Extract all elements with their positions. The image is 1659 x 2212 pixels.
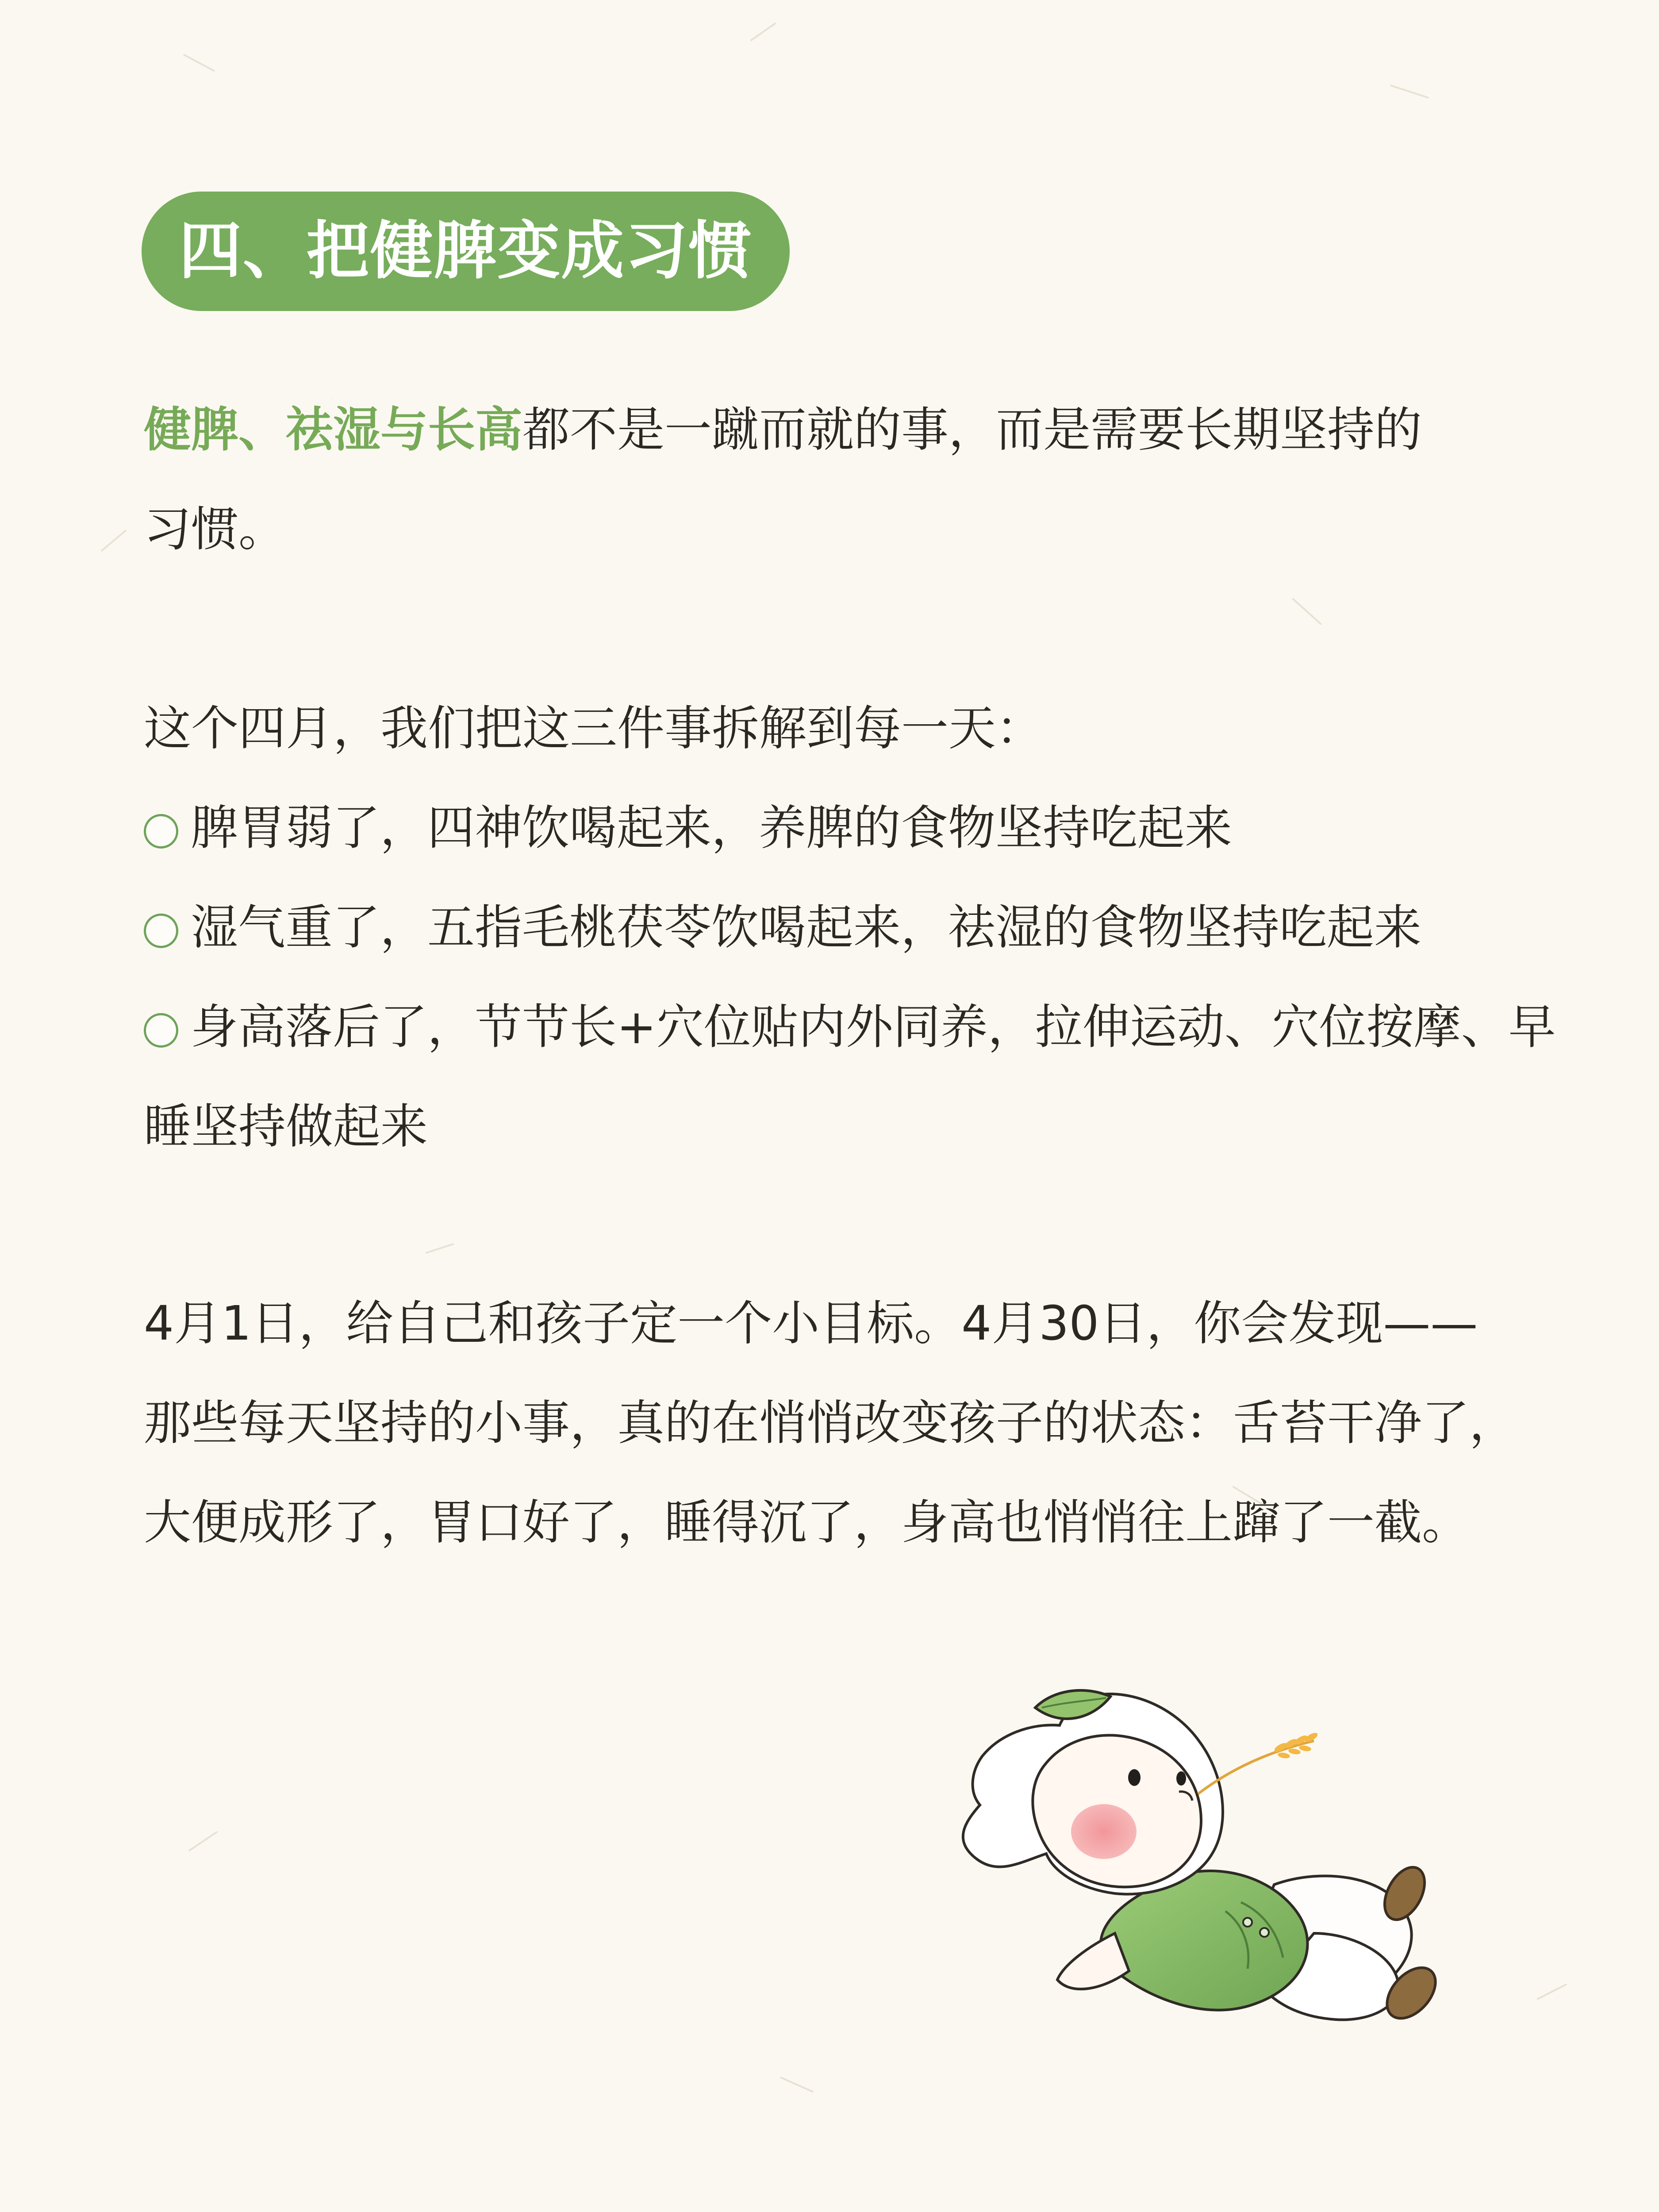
intro-paragraph <box>144 380 1537 580</box>
paper-fiber <box>750 22 776 41</box>
paper-fiber <box>188 1831 218 1852</box>
plan-item-1-text: 脾胃弱了，四神饮喝起来，养脾的食物坚持吃起来 <box>191 801 1233 856</box>
circle-bullet-icon <box>144 814 178 849</box>
plan-section <box>144 679 1556 1177</box>
plan-item-2 <box>144 878 1537 978</box>
paper-fiber <box>1536 1983 1567 2000</box>
plan-lead: 这个四月，我们把这三件事拆解到每一天： <box>144 701 1044 756</box>
plan-item-3-text: 身高落后了，节节长+穴位贴内外同养，拉伸运动、穴位按摩、早 <box>191 1000 1556 1055</box>
circle-bullet-icon <box>144 1013 178 1048</box>
intro-line-1-rest: 都不是一蹴而就的事，而是需要长期坚持的 <box>522 403 1422 457</box>
plan-item-2-text: 湿气重了，五指毛桃茯苓饮喝起来，祛湿的食物坚持吃起来 <box>191 900 1422 955</box>
paper-fiber <box>100 530 127 552</box>
plan-item-1 <box>144 779 1537 878</box>
intro-line-1 <box>144 380 1537 480</box>
circle-bullet-icon <box>144 914 178 948</box>
plan-item-3-continuation: 睡坚持做起来 <box>144 1099 428 1154</box>
paper-fiber <box>780 2076 814 2093</box>
paper-fiber <box>1390 84 1429 99</box>
paper-fiber <box>183 54 215 72</box>
closing-line-1: 4月1日，给自己和孩子定一个小目标。4月30日，你会发现—— <box>144 1296 1478 1351</box>
closing-line-2: 那些每天坚持的小事，真的在悄悄改变孩子的状态：舌苔干净了， <box>144 1396 1517 1451</box>
closing-paragraph <box>144 1274 1537 1573</box>
paper-fiber <box>1292 598 1322 625</box>
mascot-illustration-icon <box>956 1686 1460 2066</box>
paper-fiber <box>425 1243 454 1254</box>
intro-line-2: 习惯。 <box>144 502 286 557</box>
closing-line-3: 大便成形了，胃口好了，睡得沉了，身高也悄悄往上蹿了一截。 <box>144 1495 1470 1550</box>
plan-item-3 <box>144 978 1556 1077</box>
section-title: 四、把健脾变成习惯 <box>142 192 790 311</box>
intro-highlight: 健脾、祛湿与长高 <box>144 403 523 457</box>
